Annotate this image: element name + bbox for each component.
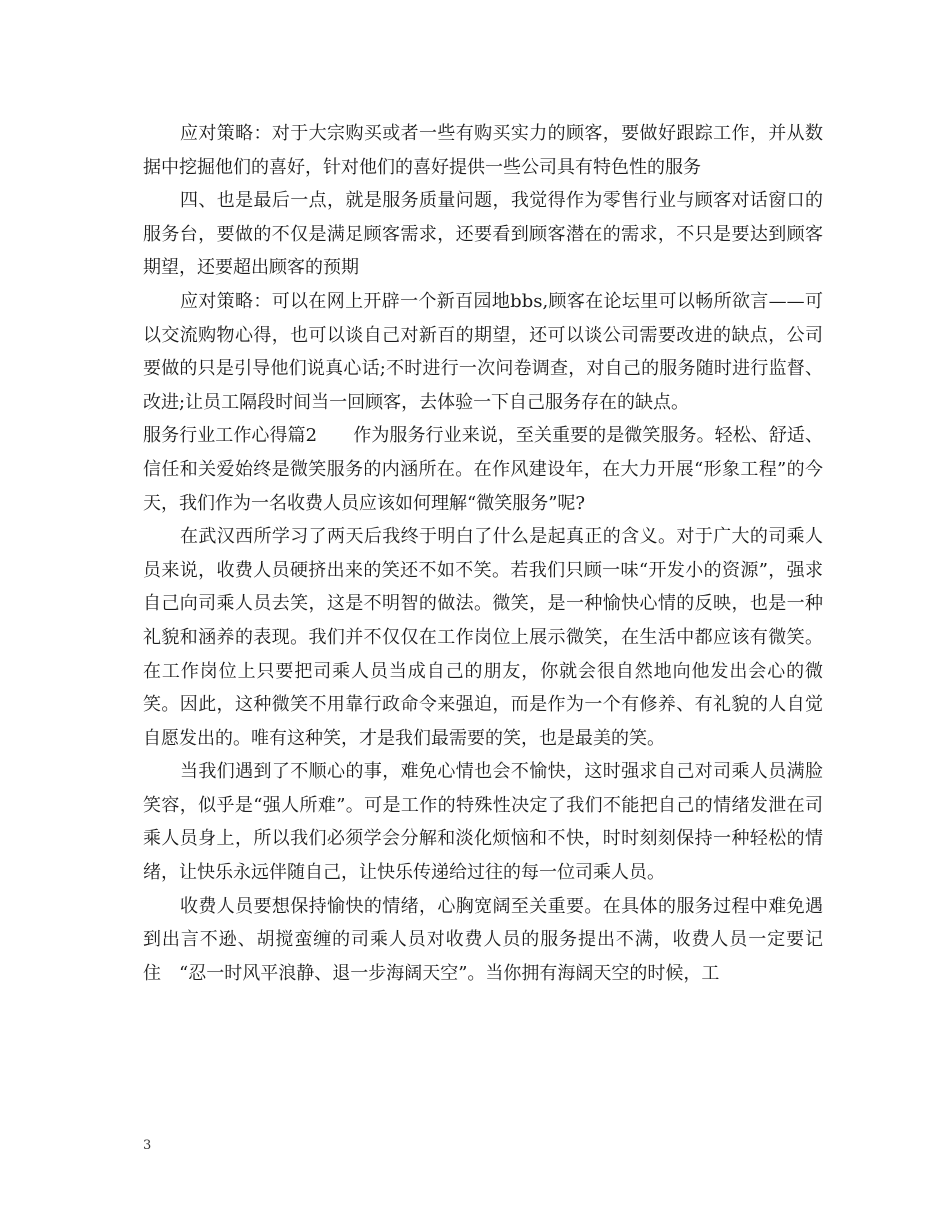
paragraph-service-quality: 四、也是最后一点，就是服务质量问题，我觉得作为零售行业与顾客对话窗口的服务台，要做的不仅是满足顾客需求，还要看到顾客潜在的需求，不只是要达到顾客期望，还要超出顾客的预期 <box>143 190 823 279</box>
paragraph-wuhan-study: 在武汉西所学习了两天后我终于明白了什么是起真正的含义。对于广大的司乘人员来说，收费人员硬挤出来的笑还不如不笑。若我们只顾一味“开发小的资源”，强求自己向司乘人员去笑，这是不明智的做法。微笑，是一种愉快心情的反映，也是一种礼貌和涵养的表现。我们并不仅仅在工作岗位上展示微笑，在生活中都应该有微笑。在工作岗位上只要把司乘人员当成自己的朋友，你就会很自然地向他发出会心的微笑。因此，这种微笑不用靠行政命令来强迫，而是作为一个有修养、有礼貌的人自觉自愿发出的。唯有这种笑，才是我们最需要的笑，也是最美的笑。 <box>143 526 823 749</box>
page-number: 3 <box>143 1138 152 1153</box>
paragraph-article-2-intro: 服务行业工作心得篇2 作为服务行业来说，至关重要的是微笑服务。轻松、舒适、信任和关爱始终是微笑服务的内涵所在。在作风建设年，在大力开展“形象工程”的今天，我们作为一名收费人员应该如何理解“微笑服务”呢? <box>143 425 823 514</box>
paragraph-strategy-bulk-buyers: 应对策略：对于大宗购买或者一些有购买实力的顾客，要做好跟踪工作，并从数据中挖掘他们的喜好，针对他们的喜好提供一些公司具有特色性的服务 <box>143 123 823 178</box>
paragraph-broad-mind: 收费人员要想保持愉快的情绪，心胸宽阔至关重要。在具体的服务过程中难免遇到出言不逊、胡搅蛮缠的司乘人员对收费人员的服务提出不满，收费人员一定要记住 “忍一时风平浪静、退一步海阔天空”。当你拥有海阔天空的时候，工 <box>143 895 823 984</box>
paragraph-strategy-bbs: 应对策略：可以在网上开辟一个新百园地bbs,顾客在论坛里可以畅所欲言——可以交流购物心得，也可以谈自己对新百的期望，还可以谈公司需要改进的缺点，公司要做的只是引导他们说真心话;不时进行一次问卷调查，对自己的服务随时进行监督、改进;让员工隔段时间当一回顾客，去体验一下自己服务存在的缺点。 <box>143 290 823 413</box>
document-body <box>143 117 823 990</box>
paragraph-bad-mood: 当我们遇到了不顺心的事，难免心情也会不愉快，这时强求自己对司乘人员满脸笑容，似乎是“强人所难”。可是工作的特殊性决定了我们不能把自己的情绪发泄在司乘人员身上，所以我们必须学会分解和淡化烦恼和不快，时时刻刻保持一种轻松的情绪，让快乐永远伴随自己，让快乐传递给过往的每一位司乘人员。 <box>143 761 823 884</box>
